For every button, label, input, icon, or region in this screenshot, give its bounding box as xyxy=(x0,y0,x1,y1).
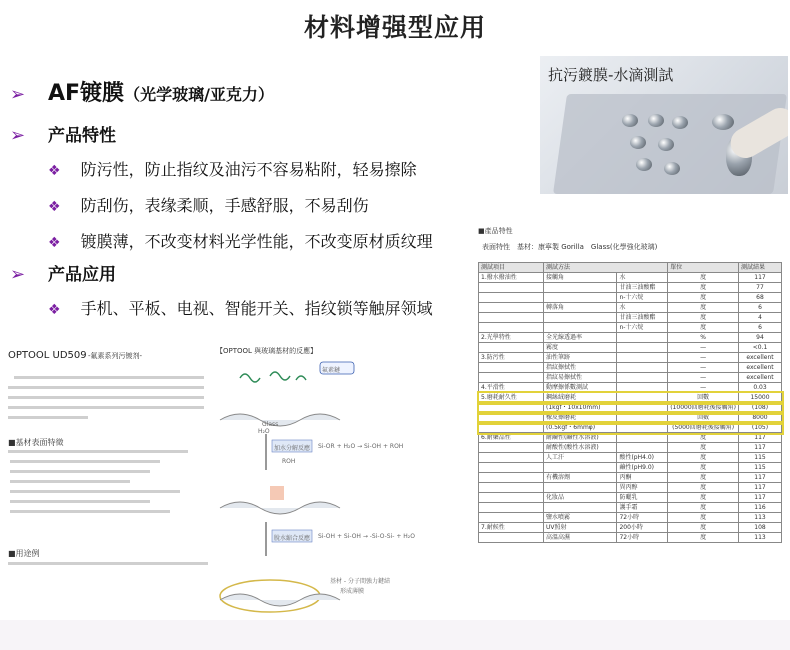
table-cell: 117 xyxy=(739,473,782,483)
table-cell: 1.撥水撥油性 xyxy=(479,273,544,283)
table-cell: 人工汗 xyxy=(544,453,617,463)
table-caption-2: 表面特性 基材：康寧製 Gorilla Glass(化學強化玻璃) xyxy=(482,243,658,251)
table-cell xyxy=(544,463,617,473)
table-cell: n-十六烷 xyxy=(617,293,668,303)
table-cell xyxy=(479,343,544,353)
photo-caption: 抗污鍍膜-水滴測試 xyxy=(548,66,674,84)
table-cell: 回數 xyxy=(668,393,739,403)
equation-2: Si-OH + Si-OH → -Si-O-Si- + H₂O xyxy=(318,533,415,540)
table-cell: 度 xyxy=(668,433,739,443)
table-cell: 度 xyxy=(668,443,739,453)
table-cell xyxy=(479,493,544,503)
table-cell: 化妝品 xyxy=(544,493,617,503)
table-cell: 全光線透過率 xyxy=(544,333,617,343)
table-cell xyxy=(617,333,668,343)
table-cell: 72小時 xyxy=(617,513,668,523)
table-cell: % xyxy=(668,333,739,343)
table-cell: (5000回磨耗後接觸角) xyxy=(668,423,739,433)
water-drop xyxy=(648,114,664,127)
table-cell: 水 xyxy=(617,303,668,313)
table-cell: 高溫高濕 xyxy=(544,533,617,543)
water-drop xyxy=(630,136,646,149)
doc-section-features: ■基材表面特徵 xyxy=(8,438,64,447)
table-cell: excellent xyxy=(739,363,782,373)
table-cell xyxy=(544,323,617,333)
table-row xyxy=(479,383,782,393)
water-drop-photo xyxy=(540,56,788,194)
table-cell xyxy=(544,283,617,293)
table-cell: 度 xyxy=(668,523,739,533)
arrow-bullet-icon: ➢ xyxy=(10,264,26,285)
table-cell: 水 xyxy=(617,273,668,283)
equation-1: Si-OR + H₂O → Si-OH + ROH xyxy=(318,443,404,450)
table-cell: 橡皮擦磨耗 xyxy=(544,413,617,423)
glass-surface-2 xyxy=(220,502,340,514)
arrow-bullet-icon: ➢ xyxy=(10,125,26,146)
section-heading-sub: （光学玻璃/亚克力） xyxy=(124,85,274,104)
table-cell: 15000 xyxy=(739,393,782,403)
table-cell xyxy=(617,403,668,413)
table-cell: 度 xyxy=(668,303,739,313)
table-row xyxy=(479,453,782,463)
roh-label: ROH xyxy=(282,458,296,465)
table-cell: n-十六烷 xyxy=(617,323,668,333)
table-cell: 度 xyxy=(668,483,739,493)
table-cell: 3.防污性 xyxy=(479,353,544,363)
table-cell xyxy=(617,353,668,363)
table-cell: 護手霜 xyxy=(617,503,668,513)
spec-table-panel xyxy=(474,224,786,618)
table-cell: — xyxy=(668,343,739,353)
water-drop xyxy=(712,114,734,130)
doc-product-sub: -氟素系列污镀剂- xyxy=(88,352,143,360)
table-row xyxy=(479,473,782,483)
table-row xyxy=(479,443,782,453)
table-cell: 丙酮 xyxy=(617,473,668,483)
feature-item: ❖ 镀膜薄，不改变材料光学性能，不改变原材质纹理 xyxy=(48,232,433,251)
table-cell xyxy=(617,343,668,353)
table-cell: (10000回磨耗後接觸角) xyxy=(668,403,739,413)
table-cell xyxy=(479,503,544,513)
table-cell xyxy=(617,393,668,403)
table-cell: 116 xyxy=(739,503,782,513)
table-cell xyxy=(544,503,617,513)
table-cell: 度 xyxy=(668,323,739,333)
table-row xyxy=(479,493,782,503)
table-cell xyxy=(479,323,544,333)
feature-item: ❖ 防刮伤，表缘柔顺，手感舒服，不易刮伤 xyxy=(48,196,369,215)
glass-surface-3 xyxy=(220,594,340,606)
table-row xyxy=(479,373,782,383)
table-cell xyxy=(479,283,544,293)
optool-document xyxy=(0,326,470,618)
table-row xyxy=(479,513,782,523)
table-cell: 4.平滑性 xyxy=(479,383,544,393)
table-cell xyxy=(617,373,668,383)
table-cell xyxy=(617,433,668,443)
water-label: H₂O xyxy=(258,428,270,435)
table-row xyxy=(479,273,782,283)
table-cell: 指紋擦拭性 xyxy=(544,363,617,373)
table-cell: 耐鹼性(鹼性水溶液) xyxy=(544,433,617,443)
diagram-title: 【OPTOOL 與玻璃基材的反應】 xyxy=(216,347,318,355)
table-cell xyxy=(479,533,544,543)
table-cell xyxy=(544,313,617,323)
table-row xyxy=(479,403,782,413)
table-row xyxy=(479,293,782,303)
table-cell: 鋼絲絨磨耗 xyxy=(544,393,617,403)
table-cell: 72小時 xyxy=(617,533,668,543)
table-cell: 油性筆跡 xyxy=(544,353,617,363)
table-cell: 6 xyxy=(739,303,782,313)
table-cell: 117 xyxy=(739,493,782,503)
table-row xyxy=(479,343,782,353)
bottom-note: 基材 - 分子間強力鍵結 xyxy=(330,578,390,585)
water-drop xyxy=(664,162,680,175)
arrow-bullet-icon: ➢ xyxy=(10,84,26,105)
table-cell xyxy=(544,293,617,303)
table-cell: 4 xyxy=(739,313,782,323)
diamond-bullet-icon: ❖ xyxy=(48,235,61,251)
table-row xyxy=(479,483,782,493)
table-cell xyxy=(479,373,544,383)
features-heading: ➢ 产品特性 xyxy=(10,125,116,146)
table-cell: (105) xyxy=(739,423,782,433)
table-cell xyxy=(479,473,544,483)
table-cell: <0.1 xyxy=(739,343,782,353)
application-item: ❖ 手机、平板、电视、智能开关、指纹锁等触屏领域 xyxy=(48,299,433,318)
table-cell: 117 xyxy=(739,483,782,493)
table-cell xyxy=(617,423,668,433)
page-title: 材料增强型应用 xyxy=(303,13,486,42)
table-cell: 7.耐候性 xyxy=(479,523,544,533)
table-row xyxy=(479,503,782,513)
doc-section-apps: ■用途例 xyxy=(8,549,40,558)
applications-heading: ➢ 产品应用 xyxy=(10,264,116,285)
table-cell: 度 xyxy=(668,513,739,523)
table-cell: 度 xyxy=(668,283,739,293)
table-row xyxy=(479,283,782,293)
table-cell: 鹽水噴霧 xyxy=(544,513,617,523)
table-cell: 耐酸性(酸性水溶液) xyxy=(544,443,617,453)
table-row xyxy=(479,423,782,433)
table-cell: 度 xyxy=(668,533,739,543)
water-drop xyxy=(622,114,638,127)
table-cell: 動摩擦係數測試 xyxy=(544,383,617,393)
table-cell: — xyxy=(668,383,739,393)
table-cell: 108 xyxy=(739,523,782,533)
table-cell: 113 xyxy=(739,513,782,523)
table-cell: 115 xyxy=(739,453,782,463)
section-heading xyxy=(10,76,274,107)
table-header-row: 測試項目 測試方法 單位 測試結果 xyxy=(479,263,782,273)
table-cell: 0.03 xyxy=(739,383,782,393)
table-cell: 115 xyxy=(739,463,782,473)
footer-band xyxy=(0,620,790,650)
table-cell xyxy=(479,423,544,433)
table-cell xyxy=(479,453,544,463)
water-drop xyxy=(636,158,652,171)
table-cell xyxy=(617,443,668,453)
table-cell xyxy=(479,403,544,413)
spec-table xyxy=(478,262,782,543)
table-cell: 8000 xyxy=(739,413,782,423)
table-cell: 度 xyxy=(668,503,739,513)
diamond-bullet-icon: ❖ xyxy=(48,199,61,215)
bottom-note-2: 形成薄膜 xyxy=(340,588,365,595)
table-cell: 113 xyxy=(739,533,782,543)
table-cell: 酸性(pH4.0) xyxy=(617,453,668,463)
table-cell: 回數 xyxy=(668,413,739,423)
table-cell: 接觸角 xyxy=(544,273,617,283)
table-cell: (0.5kgf・6mmφ) xyxy=(544,423,617,433)
table-cell xyxy=(617,363,668,373)
table-cell: excellent xyxy=(739,353,782,363)
water-drop xyxy=(672,116,688,129)
table-cell: 77 xyxy=(739,283,782,293)
table-row xyxy=(479,533,782,543)
doc-product-name: OPTOOL UD509 xyxy=(8,350,87,361)
glass-label: Glass xyxy=(262,421,279,428)
table-cell: 防曬乳 xyxy=(617,493,668,503)
table-cell: 度 xyxy=(668,463,739,473)
table-cell: 5.磨耗耐久性 xyxy=(479,393,544,403)
table-cell: 68 xyxy=(739,293,782,303)
table-cell: UV照射 xyxy=(544,523,617,533)
table-cell: 94 xyxy=(739,333,782,343)
table-row xyxy=(479,313,782,323)
table-cell: 度 xyxy=(668,473,739,483)
table-row xyxy=(479,353,782,363)
table-cell xyxy=(544,483,617,493)
silanol-highlight xyxy=(270,486,284,500)
table-cell xyxy=(479,483,544,493)
table-cell: 117 xyxy=(739,433,782,443)
table-cell: 度 xyxy=(668,493,739,503)
water-drop xyxy=(658,138,674,151)
table-cell: 2.光學特性 xyxy=(479,333,544,343)
table-cell: 6.耐藥品性 xyxy=(479,433,544,443)
table-cell: 有機溶劑 xyxy=(544,473,617,483)
table-row xyxy=(479,333,782,343)
table-cell: — xyxy=(668,353,739,363)
table-row xyxy=(479,303,782,313)
table-cell xyxy=(479,513,544,523)
table-row xyxy=(479,363,782,373)
table-cell xyxy=(479,293,544,303)
diamond-bullet-icon: ❖ xyxy=(48,302,61,318)
table-cell: 鹼性(pH9.0) xyxy=(617,463,668,473)
table-row xyxy=(479,523,782,533)
table-cell xyxy=(479,363,544,373)
glass-surface-1 xyxy=(220,414,340,426)
table-cell: 指紋易擦拭性 xyxy=(544,373,617,383)
feature-item: ❖ 防污性，防止指纹及油污不容易粘附，轻易擦除 xyxy=(48,160,417,179)
table-cell xyxy=(479,443,544,453)
table-cell xyxy=(617,383,668,393)
table-cell xyxy=(479,463,544,473)
table-row xyxy=(479,413,782,423)
table-row xyxy=(479,323,782,333)
table-cell: 甘油三油酸酯 xyxy=(617,313,668,323)
table-cell: 6 xyxy=(739,323,782,333)
table-caption-1: ■產品特性 xyxy=(478,227,513,235)
section-heading-text: AF镀膜 xyxy=(48,81,125,106)
table-cell: 轉落角 xyxy=(544,303,617,313)
table-row xyxy=(479,433,782,443)
table-cell: 117 xyxy=(739,273,782,283)
table-cell: 200小時 xyxy=(617,523,668,533)
table-cell: (1kgf・10x10mm) xyxy=(544,403,617,413)
table-cell: 度 xyxy=(668,313,739,323)
table-cell: — xyxy=(668,363,739,373)
table-cell xyxy=(479,313,544,323)
molecule-label: 氟素鏈 xyxy=(322,367,341,374)
table-cell xyxy=(479,303,544,313)
table-cell: 117 xyxy=(739,443,782,453)
table-cell: — xyxy=(668,373,739,383)
table-cell: 度 xyxy=(668,453,739,463)
table-row xyxy=(479,463,782,473)
table-cell xyxy=(617,413,668,423)
step1-label: 加水分解反應 xyxy=(274,445,311,452)
table-cell: 甘油三油酸酯 xyxy=(617,283,668,293)
table-cell xyxy=(479,413,544,423)
diamond-bullet-icon: ❖ xyxy=(48,163,61,179)
fluoro-chain xyxy=(240,372,306,382)
table-cell: 度 xyxy=(668,293,739,303)
table-cell: excellent xyxy=(739,373,782,383)
table-cell: 霧度 xyxy=(544,343,617,353)
table-cell: 度 xyxy=(668,273,739,283)
step2-label: 脫水縮合反應 xyxy=(274,535,311,542)
table-cell: 異丙醇 xyxy=(617,483,668,493)
table-cell: (108) xyxy=(739,403,782,413)
table-row xyxy=(479,393,782,403)
